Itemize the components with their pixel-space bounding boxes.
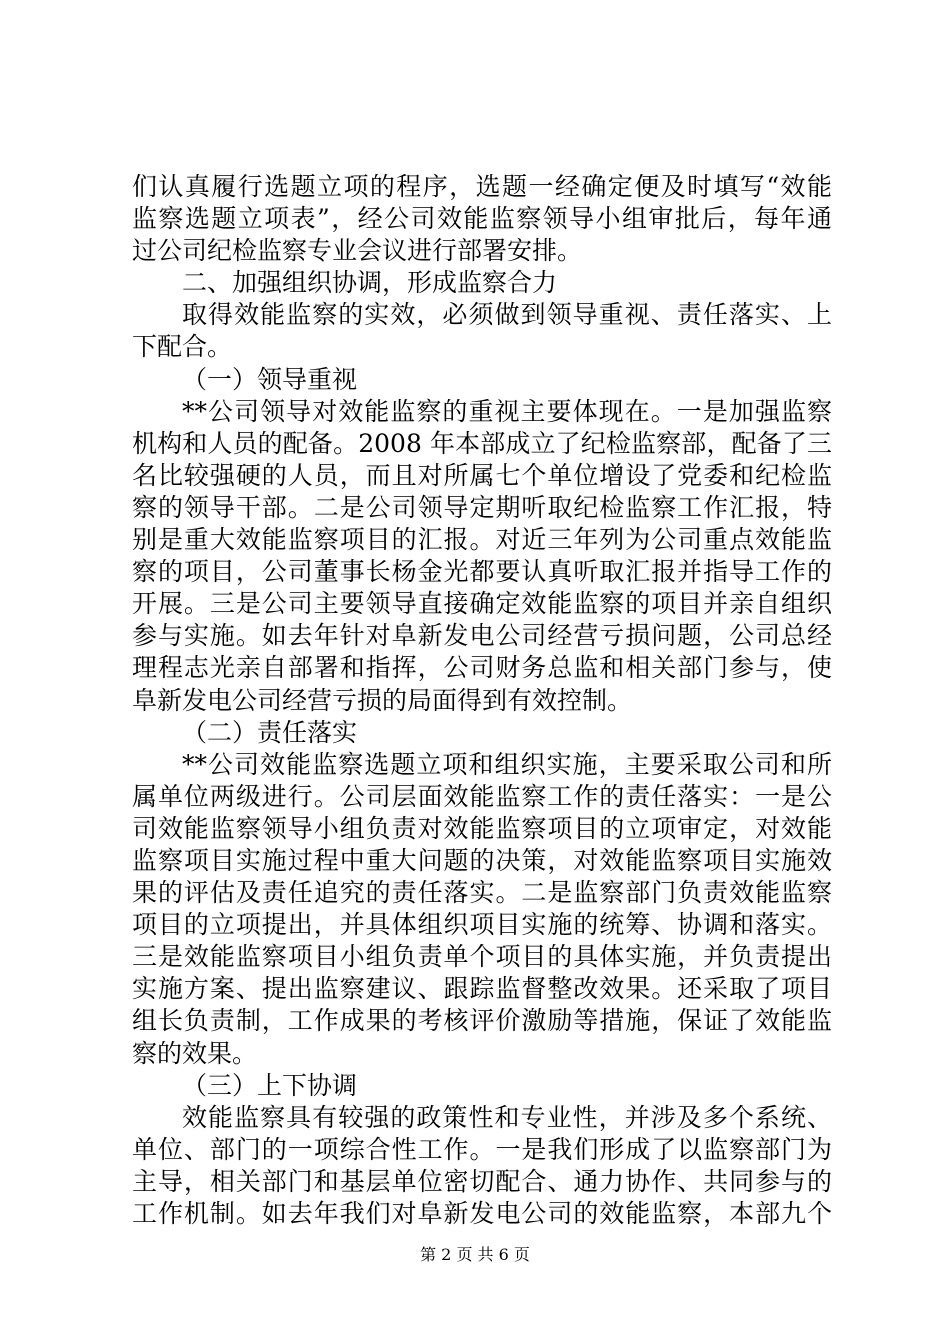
text-line: 司效能监察领导小组负责对效能监察项目的立项审定，对效能 bbox=[132, 813, 832, 843]
text-line: 单位、部门的一项综合性工作。一是我们形成了以监察部门为 bbox=[132, 1134, 832, 1164]
text-line: 三是效能监察项目小组负责单个项目的具体实施，并负责提出 bbox=[132, 942, 832, 972]
section-heading: 二、加强组织协调，形成监察合力 bbox=[182, 268, 558, 298]
text-line: 主导，相关部门和基层单位密切配合、通力协作、共同参与的 bbox=[132, 1166, 832, 1196]
page-footer bbox=[0, 1245, 950, 1265]
text-line: 过公司纪检监察专业会议进行部署安排。 bbox=[132, 236, 583, 266]
subsection-heading: （二）责任落实 bbox=[182, 717, 358, 747]
text-line: 效能监察具有较强的政策性和专业性，并涉及多个系统、 bbox=[182, 1102, 832, 1132]
text-line: 名比较强硬的人员，而且对所属七个单位增设了党委和纪检监 bbox=[132, 460, 832, 490]
text-line: 理程志光亲自部署和指挥，公司财务总监和相关部门参与，使 bbox=[132, 653, 832, 683]
text-line: 果的评估及责任追究的责任落实。二是监察部门负责效能监察 bbox=[132, 878, 832, 908]
subsection-heading: （三）上下协调 bbox=[182, 1070, 358, 1100]
text-line: 开展。三是公司主要领导直接确定效能监察的项目并亲自组织 bbox=[132, 589, 832, 619]
text-line: 监察项目实施过程中重大问题的决策，对效能监察项目实施效 bbox=[132, 845, 832, 875]
text-line: 阜新发电公司经营亏损的局面得到有效控制。 bbox=[132, 685, 633, 715]
text-line: 组长负责制，工作成果的考核评价激励等措施，保证了效能监 bbox=[132, 1006, 832, 1036]
text-line: 工作机制。如去年我们对阜新发电公司的效能监察，本部九个 bbox=[132, 1199, 832, 1228]
text-line: 们认真履行选题立项的程序，选题一经确定便及时填写“效能 bbox=[132, 172, 832, 201]
text-line: 属单位两级进行。公司层面效能监察工作的责任落实：一是公 bbox=[132, 781, 832, 811]
text-line: 下配合。 bbox=[132, 332, 233, 362]
text-line: **公司领导对效能监察的重视主要体现在。一是加强监察 bbox=[182, 396, 832, 426]
text-line: 别是重大效能监察项目的汇报。对近三年列为公司重点效能监 bbox=[132, 525, 832, 555]
text-line: **公司效能监察选题立项和组织实施，主要采取公司和所 bbox=[182, 749, 832, 779]
text-line: 取得效能监察的实效，必须做到领导重视、责任落实、上 bbox=[182, 300, 832, 330]
text-line: 项目的立项提出，并具体组织项目实施的统筹、协调和落实。 bbox=[132, 910, 832, 940]
text-line: 察的领导干部。二是公司领导定期听取纪检监察工作汇报，特 bbox=[132, 492, 832, 522]
text-line: 监察选题立项表”，经公司效能监察领导小组审批后，每年通 bbox=[132, 204, 832, 234]
text-line: 机构和人员的配备。2008 年本部成立了纪检监察部，配备了三 bbox=[132, 428, 832, 458]
page-number-label: 第 2 页 共 6 页 bbox=[420, 1245, 530, 1264]
subsection-heading: （一）领导重视 bbox=[182, 364, 358, 394]
text-line: 实施方案、提出监察建议、跟踪监督整改效果。还采取了项目 bbox=[132, 974, 832, 1004]
text-line: 参与实施。如去年针对阜新发电公司经营亏损问题，公司总经 bbox=[132, 621, 832, 651]
document-body bbox=[132, 171, 832, 1230]
text-line: 察的项目，公司董事长杨金光都要认真听取汇报并指导工作的 bbox=[132, 557, 832, 587]
text-line: 察的效果。 bbox=[132, 1038, 258, 1068]
